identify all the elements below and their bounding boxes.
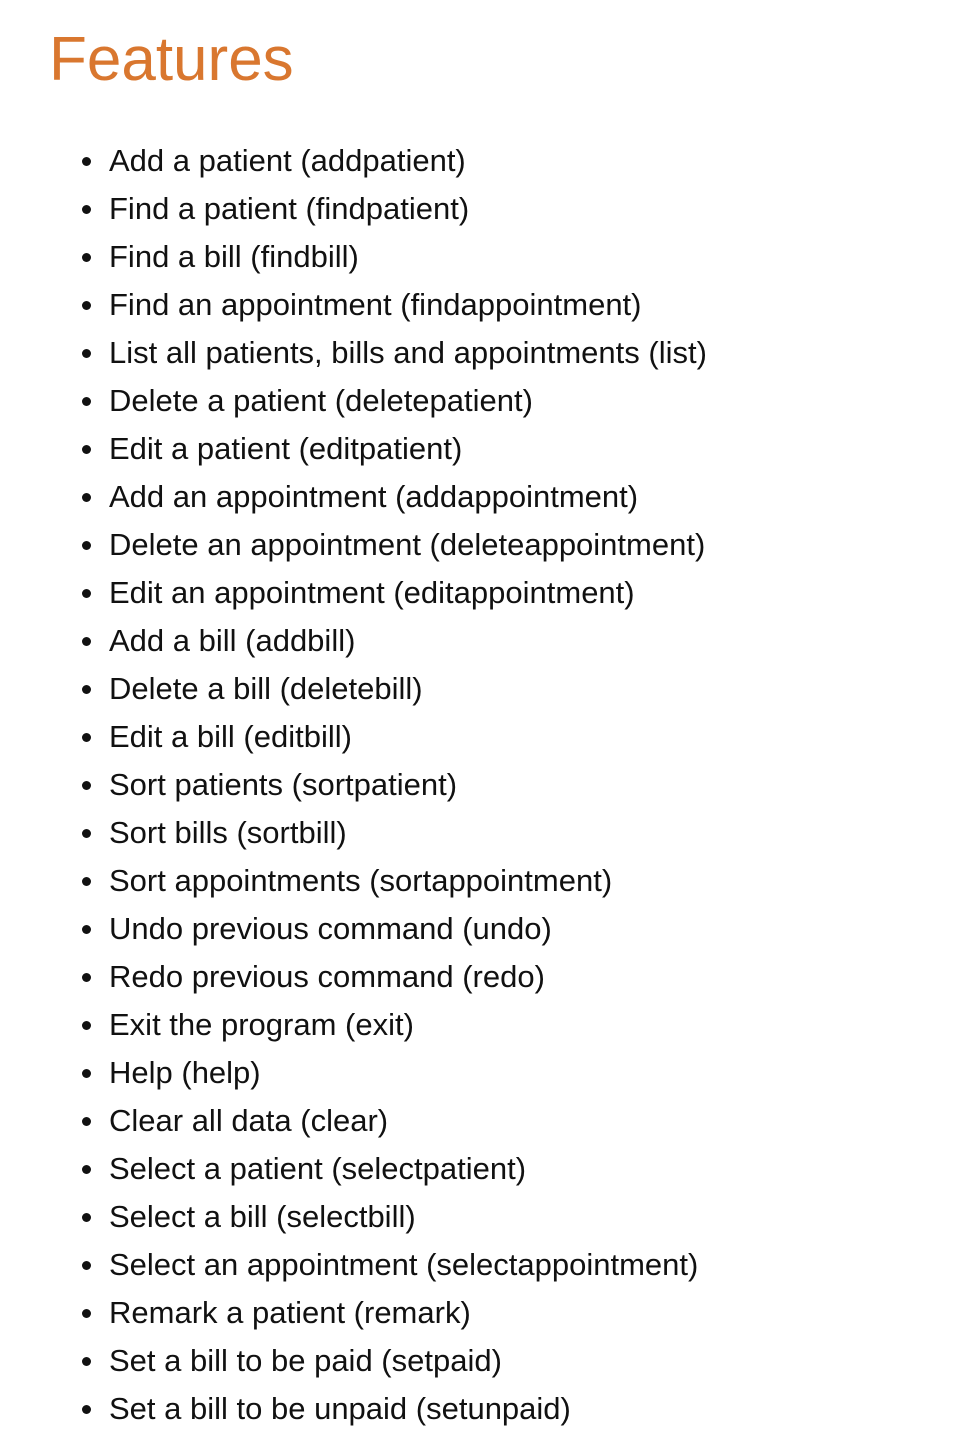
feature-text: Sort patients (sortpatient)	[109, 767, 458, 802]
feature-text: Undo previous command (undo)	[109, 911, 552, 946]
feature-text: Remark a patient (remark)	[109, 1295, 471, 1330]
feature-list-item	[0, 761, 707, 809]
feature-list-item	[0, 1049, 707, 1097]
bullet-icon	[82, 1213, 91, 1222]
bullet-icon	[82, 1117, 91, 1126]
feature-list-item	[0, 1193, 707, 1241]
bullet-icon	[82, 781, 91, 790]
feature-text: Add a patient (addpatient)	[109, 143, 466, 178]
feature-text: Add a bill (addbill)	[109, 623, 356, 658]
feature-list-item	[0, 1337, 707, 1385]
feature-list-item	[0, 377, 707, 425]
feature-list-item	[0, 137, 707, 185]
feature-text: List all patients, bills and appointments (list)	[109, 335, 707, 370]
feature-text: Clear all data (clear)	[109, 1103, 389, 1138]
feature-list-item	[0, 857, 707, 905]
feature-text: Find a patient (findpatient)	[109, 191, 470, 226]
bullet-icon	[82, 349, 91, 358]
feature-list-item	[0, 473, 707, 521]
bullet-icon	[82, 397, 91, 406]
feature-list-item	[0, 1241, 707, 1289]
bullet-icon	[82, 301, 91, 310]
feature-list-item	[0, 425, 707, 473]
feature-text: Find a bill (findbill)	[109, 239, 359, 274]
feature-list-item	[0, 713, 707, 761]
feature-text: Edit a bill (editbill)	[109, 719, 352, 754]
bullet-icon	[82, 445, 91, 454]
bullet-icon	[82, 685, 91, 694]
feature-list-item	[0, 1289, 707, 1337]
feature-list-item	[0, 1385, 707, 1433]
feature-text: Select a patient (selectpatient)	[109, 1151, 527, 1186]
feature-text: Help (help)	[109, 1055, 261, 1090]
feature-text: Edit a patient (editpatient)	[109, 431, 463, 466]
bullet-icon	[82, 157, 91, 166]
feature-list-item	[0, 1145, 707, 1193]
feature-list-item	[0, 281, 707, 329]
bullet-icon	[82, 637, 91, 646]
bullet-icon	[82, 733, 91, 742]
bullet-icon	[82, 1165, 91, 1174]
feature-list-item	[0, 1097, 707, 1145]
feature-text: Exit the program (exit)	[109, 1007, 414, 1042]
feature-text: Select an appointment (selectappointment)	[109, 1247, 699, 1282]
feature-text: Delete an appointment (deleteappointment)	[109, 527, 706, 562]
feature-text: Find an appointment (findappointment)	[109, 287, 642, 322]
feature-list-item	[0, 809, 707, 857]
feature-list-item	[0, 233, 707, 281]
bullet-icon	[82, 973, 91, 982]
feature-text: Edit an appointment (editappointment)	[109, 575, 635, 610]
features-heading: Features	[49, 25, 294, 94]
bullet-icon	[82, 541, 91, 550]
feature-list-item	[0, 1001, 707, 1049]
feature-list-item	[0, 569, 707, 617]
feature-text: Delete a bill (deletebill)	[109, 671, 423, 706]
bullet-icon	[82, 877, 91, 886]
bullet-icon	[82, 1309, 91, 1318]
bullet-icon	[82, 1021, 91, 1030]
bullet-icon	[82, 1261, 91, 1270]
feature-list-item	[0, 617, 707, 665]
bullet-icon	[82, 829, 91, 838]
bullet-icon	[82, 205, 91, 214]
bullet-icon	[82, 253, 91, 262]
bullet-icon	[82, 1405, 91, 1414]
feature-text: Redo previous command (redo)	[109, 959, 545, 994]
feature-text: Sort appointments (sortappointment)	[109, 863, 613, 898]
feature-list-item	[0, 329, 707, 377]
feature-list-item	[0, 905, 707, 953]
bullet-icon	[82, 1069, 91, 1078]
feature-text: Set a bill to be unpaid (setunpaid)	[109, 1391, 571, 1426]
feature-text: Add an appointment (addappointment)	[109, 479, 639, 514]
feature-text: Select a bill (selectbill)	[109, 1199, 416, 1234]
feature-list-item	[0, 665, 707, 713]
feature-list-item	[0, 185, 707, 233]
bullet-icon	[82, 1357, 91, 1366]
bullet-icon	[82, 925, 91, 934]
bullet-icon	[82, 589, 91, 598]
bullet-icon	[82, 493, 91, 502]
feature-list-item	[0, 953, 707, 1001]
features-list	[0, 137, 707, 1433]
feature-text: Sort bills (sortbill)	[109, 815, 347, 850]
feature-list-item	[0, 521, 707, 569]
feature-text: Delete a patient (deletepatient)	[109, 383, 533, 418]
feature-text: Set a bill to be paid (setpaid)	[109, 1343, 502, 1378]
